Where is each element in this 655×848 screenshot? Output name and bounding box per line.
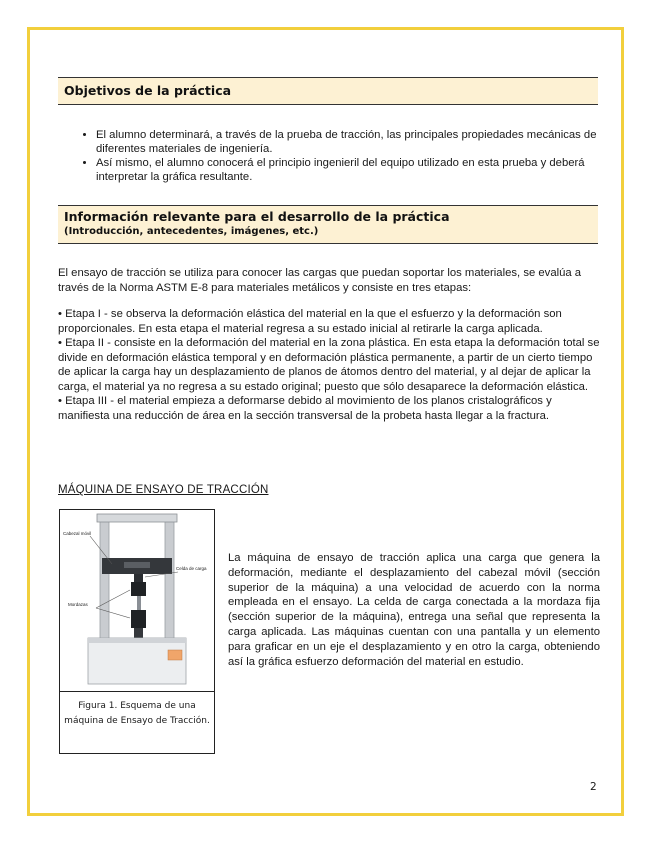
label-load-cell: Celda de carga (176, 566, 207, 571)
section-info-header (58, 205, 598, 244)
section-objectives-title: Objetivos de la práctica (64, 83, 232, 98)
section-info-subtitle: (Introducción, antecedentes, imágenes, etc.) (64, 226, 319, 237)
machine-description: La máquina de ensayo de tracción aplica una carga que genera la deformación, mediante el desplazamiento del cabezal móvil (sección superior de la máquina) a una velocidad de acuerdo con la norma empleada en el ensayo. La celda de carga conectada a la mordaza fija (sección superior de la máquina), entrega una señal que representa la carga aplicada. Las máquinas cuentan con una pantalla y un elemento para graficar en un eje el desplazamiento y en otro la carga, obteniendo así la gráfica esfuerzo deformación del material en estudio. (228, 552, 600, 668)
stage-item: • Etapa II - consiste en la deformación del material en la zona plástica. En esta etapa la deformación total se divide en deformación elástica temporal y en deformación plástica permanente, a partir de un cierto tiempo de aplicar la carga hay un desplazamiento de planos de átomos dentro del material, y al dejar de aplicar la carga, el material ya no regresa a su estado original; puesto que sólo desaparece la deformación elástica. (58, 337, 600, 393)
stages-block (58, 307, 603, 423)
label-jaws: Mordazas (68, 602, 88, 607)
figure-box (59, 509, 215, 754)
objective-item: • El alumno determinará, a través de la prueba de tracción, las principales propiedades mecánicas de diferentes materiales de ingeniería. (96, 128, 631, 156)
stage-item: • Etapa III - el material empieza a deformarse debido al movimiento de los planos cristalográficos y manifiesta una reducción de área en la sección transversal de la probeta hasta llegar a la fractura. (58, 395, 552, 422)
page-number: 2 (590, 781, 597, 793)
label-moving-head: Cabezal móvil (63, 531, 92, 536)
intro-paragraph: El ensayo de tracción se utiliza para conocer las cargas que puedan soportar los materiales, se evalúa a través de la Norma ASTM E-8 para materiales metálicos y consiste en tres etapas: (58, 267, 582, 294)
objective-item: • Así mismo, el alumno conocerá el principio ingenieril del equipo utilizado en esta prueba y deberá interpretar la gráfica resultante. (96, 156, 631, 184)
section-objectives-header (58, 77, 598, 105)
machine-section-title: MÁQUINA DE ENSAYO DE TRACCIÓN (58, 484, 269, 496)
figure-caption: Figura 1. Esquema de una máquina de Ensayo de Tracción. (60, 691, 214, 728)
stage-item: • Etapa I - se observa la deformación elástica del material en la que el esfuerzo y la deformación son proporcionales. En esta etapa el material regresa a su estado inicial al retirarle la carga aplicada. (58, 308, 562, 335)
tensile-machine-image (60, 510, 214, 690)
objectives-list (60, 128, 631, 184)
section-info-title: Información relevante para el desarrollo de la práctica (64, 209, 450, 224)
